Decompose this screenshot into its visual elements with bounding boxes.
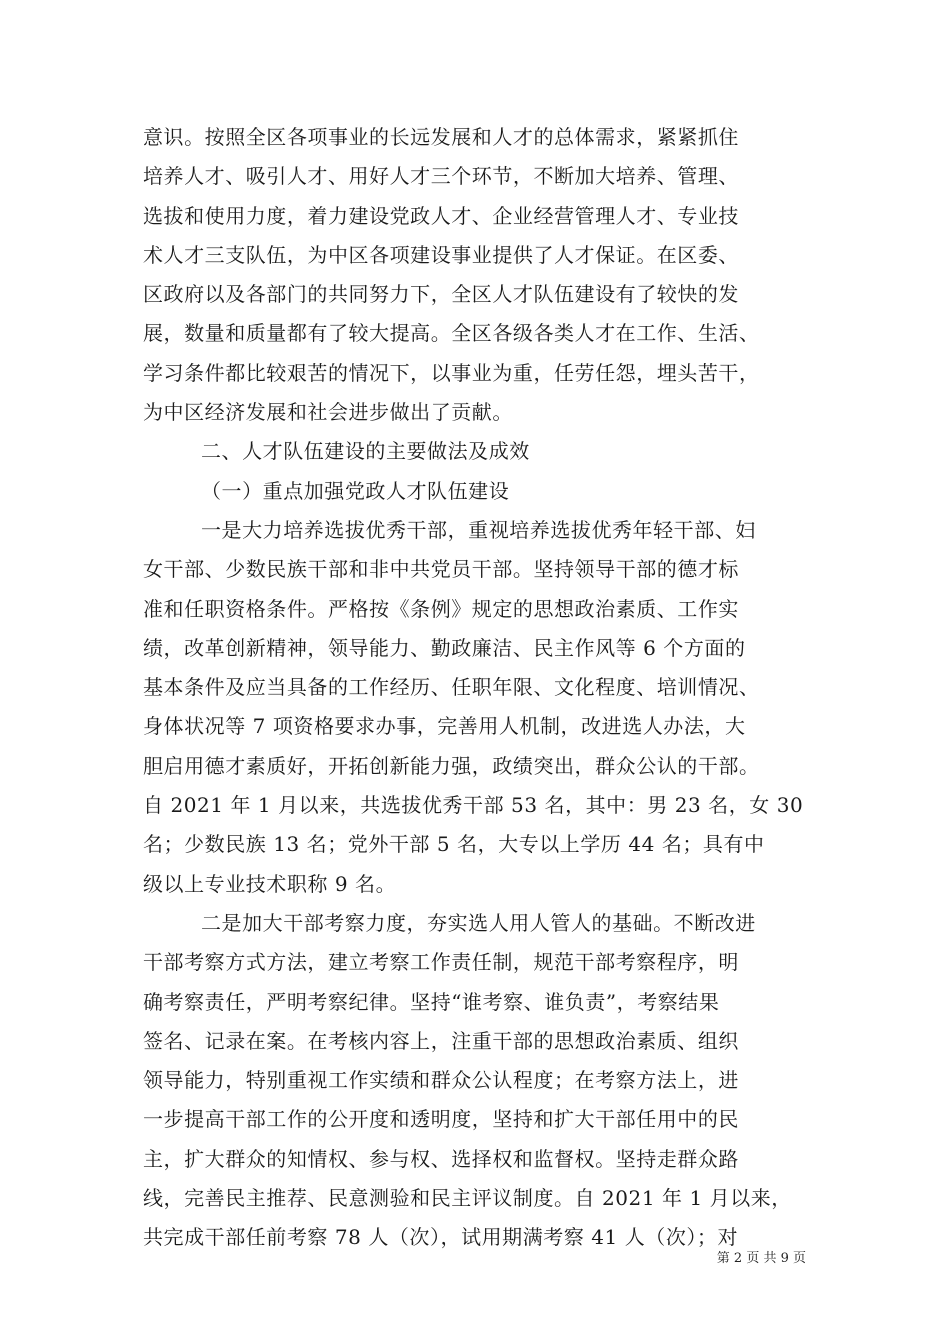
text-line: 绩，改革创新精神，领导能力、勤政廉洁、民主作风等 6 个方面的 xyxy=(143,635,746,660)
text-line: 女干部、少数民族干部和非中共党员干部。坚持领导干部的德才标 xyxy=(143,557,739,582)
text-line: 干部考察方式方法，建立考察工作责任制，规范干部考察程序，明 xyxy=(143,950,739,975)
page-number-footer: 第 2 页 共 9 页 xyxy=(716,1251,806,1266)
text-line: 签名、记录在案。在考核内容上，注重干部的思想政治素质、组织 xyxy=(143,1028,739,1053)
text-line: 名；少数民族 13 名；党外干部 5 名，大专以上学历 44 名；具有中 xyxy=(143,832,765,857)
text-line: 主，扩大群众的知情权、参与权、选择权和监督权。坚持走群众路 xyxy=(143,1146,739,1171)
text-line: 领导能力，特别重视工作实绩和群众公认程度；在考察方法上，进 xyxy=(143,1068,739,1093)
subsection-heading: （一）重点加强党政人才队伍建设 xyxy=(201,478,510,503)
text-line: 学习条件都比较艰苦的情况下，以事业为重，任劳任怨，埋头苦干， xyxy=(143,360,760,385)
text-line: 准和任职资格条件。严格按《条例》规定的思想政治素质、工作实 xyxy=(143,596,739,621)
text-line: 展，数量和质量都有了较大提高。全区各级各类人才在工作、生活、 xyxy=(143,321,760,346)
text-line: 为中区经济发展和社会进步做出了贡献。 xyxy=(143,400,513,425)
text-line: 术人才三支队伍，为中区各项建设事业提供了人才保证。在区委、 xyxy=(143,242,739,267)
text-line: 意识。按照全区各项事业的长远发展和人才的总体需求，紧紧抓住 xyxy=(143,125,739,149)
text-line: 线，完善民主推荐、民意测验和民主评议制度。自 2021 年 1 月以来， xyxy=(143,1186,792,1211)
paragraph-start-line: 二是加大干部考察力度，夯实选人用人管人的基础。不断改进 xyxy=(201,910,756,935)
text-line: 胆启用德才素质好，开拓创新能力强，政绩突出，群众公认的干部。 xyxy=(143,753,760,778)
document-body xyxy=(143,118,815,1258)
text-line: 身体状况等 7 项资格要求办事，完善用人机制，改进选人办法，大 xyxy=(143,714,746,739)
text-line: 一步提高干部工作的公开度和透明度，坚持和扩大干部任用中的民 xyxy=(143,1107,739,1132)
text-line: 区政府以及各部门的共同努力下，全区人才队伍建设有了较快的发 xyxy=(143,282,739,307)
text-line: 确考察责任，严明考察纪律。坚持“谁考察、谁负责”，考察结果 xyxy=(143,989,720,1014)
text-line: 自 2021 年 1 月以来，共选拔优秀干部 53 名，其中：男 23 名，女 30 xyxy=(143,793,804,818)
text-line: 基本条件及应当具备的工作经历、任职年限、文化程度、培训情况、 xyxy=(143,675,760,700)
text-line: 共完成干部任前考察 78 人（次），试用期满考察 41 人（次）；对 xyxy=(143,1225,739,1250)
section-heading: 二、人才队伍建设的主要做法及成效 xyxy=(201,439,530,464)
text-line: 选拔和使用力度，着力建设党政人才、企业经营管理人才、专业技 xyxy=(143,203,739,228)
text-line: 级以上专业技术职称 9 名。 xyxy=(143,871,397,896)
paragraph-start-line: 一是大力培养选拔优秀干部，重视培养选拔优秀年轻干部、妇 xyxy=(201,517,756,542)
text-line: 培养人才、吸引人才、用好人才三个环节，不断加大培养、管理、 xyxy=(143,164,739,189)
